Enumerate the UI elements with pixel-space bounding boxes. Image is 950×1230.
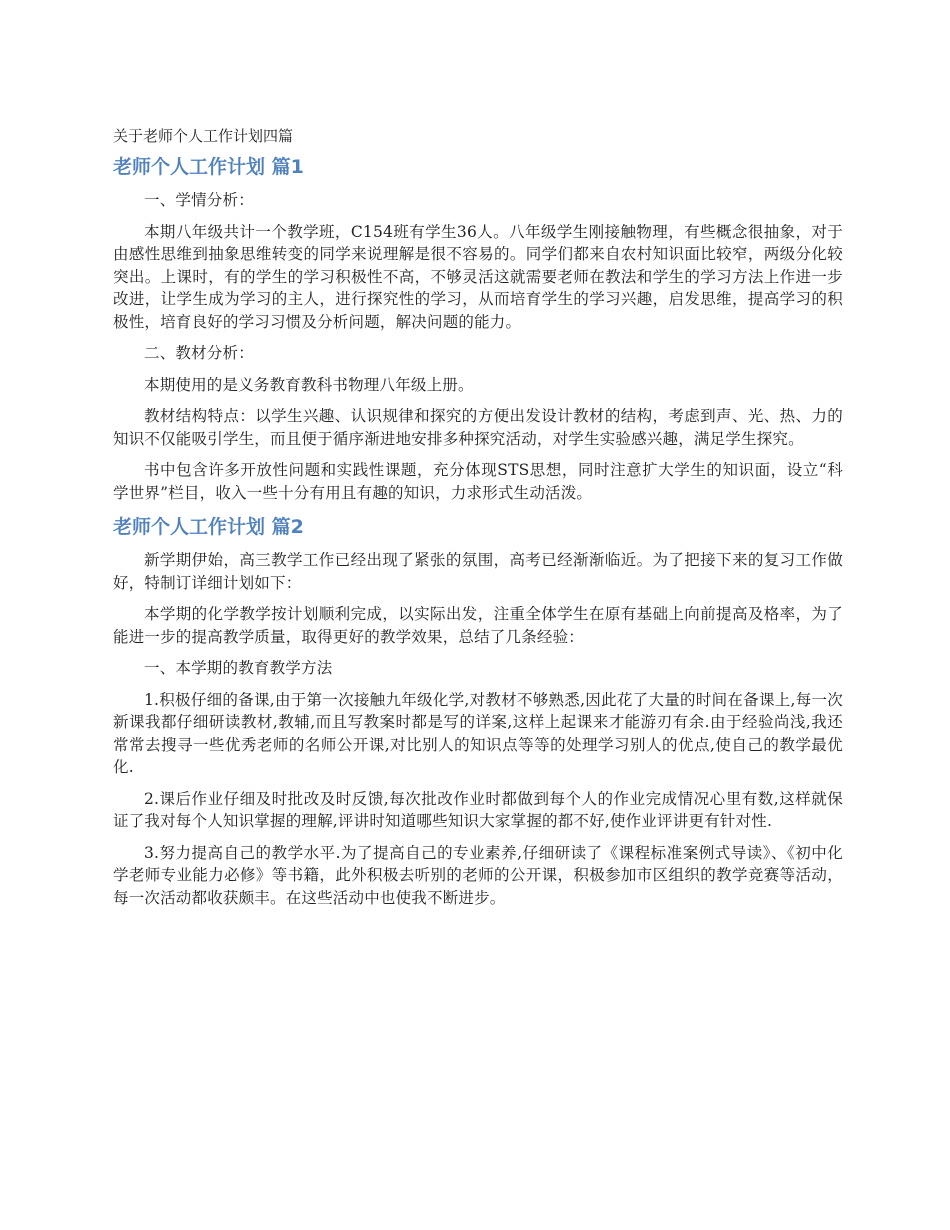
paragraph: 书中包含许多开放性问题和实践性课题，充分体现STS思想，同时注意扩大学生的知识面，设立“科学世界”栏目，收入一些十分有用且有趣的知识，力求形式生动活泼。 bbox=[113, 461, 843, 502]
document-page bbox=[113, 125, 843, 918]
paragraph: 本学期的化学教学按计划顺利完成，以实际出发，注重全体学生在原有基础上向前提高及格率，为了能进一步的提高教学质量，取得更好的教学效果，总结了几条经验： bbox=[113, 605, 843, 646]
section-heading: 老师个人工作计划 篇2 bbox=[113, 516, 304, 538]
paragraph: 2.课后作业仔细及时批改及时反馈,每次批改作业时都做到每个人的作业完成情况心里有数,这样就保证了我对每个人知识掌握的理解,评讲时知道哪些知识大家掌握的都不好,使作业评讲更有针对性. bbox=[113, 789, 843, 830]
paragraph: 本期使用的是义务教育教科书物理八年级上册。 bbox=[144, 375, 474, 394]
section-1 bbox=[113, 153, 843, 504]
document-title: 关于老师个人工作计划四篇 bbox=[113, 127, 294, 145]
section-heading: 老师个人工作计划 篇1 bbox=[113, 156, 304, 178]
section-2 bbox=[113, 513, 843, 909]
paragraph: 1.积极仔细的备课,由于第一次接触九年级化学,对教材不够熟悉,因此花了大量的时间在备课上,每一次新课我都仔细研读教材,教辅,而且写教案时都是写的详案,这样上起课来才能游刃有余.由于经验尚浅,我还常常去搜寻一些优秀老师的名师公开课,对比别人的知识点等等的处理学习别人的优点,使自己的教学最优化. bbox=[113, 690, 843, 776]
paragraph: 本期八年级共计一个教学班，C154班有学生36人。八年级学生刚接触物理，有些概念很抽象，对于由感性思维到抽象思维转变的同学来说理解是很不容易的。同学们都来自农村知识面比较窄，两级分化较突出。上课时，有的学生的学习积极性不高，不够灵活这就需要老师在教法和学生的学习方法上作进一步改进，让学生成为学习的主人，进行探究性的学习，从而培育学生的学习兴趣，启发思维，提高学习的积极性，培育良好的学习习惯及分析问题，解决问题的能力。 bbox=[113, 222, 843, 331]
paragraph: 新学期伊始，高三教学工作已经出现了紧张的氛围，高考已经渐渐临近。为了把接下来的复习工作做好，特制订详细计划如下： bbox=[113, 551, 843, 592]
paragraph: 二、教材分析： bbox=[144, 344, 254, 362]
paragraph: 一、本学期的教育教学方法 bbox=[144, 659, 333, 677]
paragraph: 教材结构特点：以学生兴趣、认识规律和探究的方便出发设计教材的结构，考虑到声、光、热、力的知识不仅能吸引学生，而且便于循序渐进地安排多种探究活动，对学生实验感兴趣，满足学生探究。 bbox=[113, 407, 843, 448]
paragraph: 一、学情分析： bbox=[144, 191, 254, 209]
paragraph: 3.努力提高自己的教学水平.为了提高自己的专业素养,仔细研读了《课程标准案例式导读》、《初中化学老师专业能力必修》等书籍，此外积极去听别的老师的公开课，积极参加市区组织的教学竞赛等活动，每一次活动都收获颇丰。在这些活动中也使我不断进步。 bbox=[113, 843, 843, 907]
